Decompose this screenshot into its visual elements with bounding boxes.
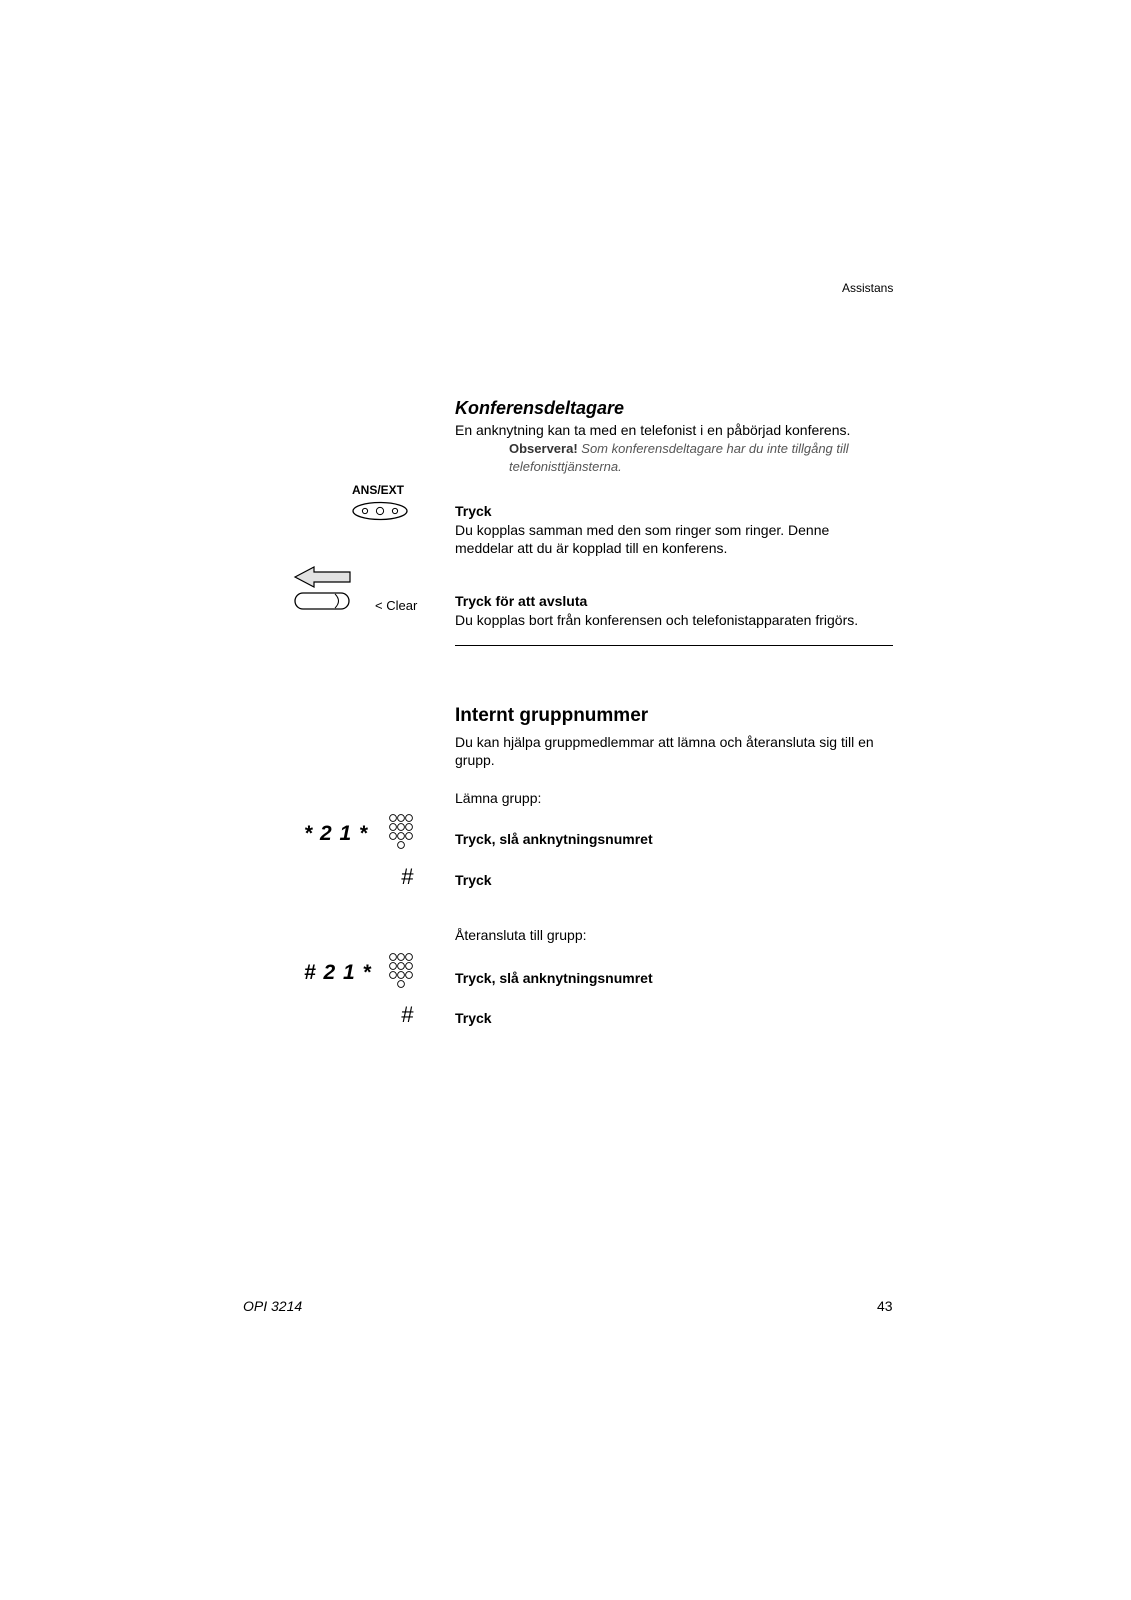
rejoin-step-tryck: Tryck: [455, 1010, 492, 1026]
step-tryck-clear-text: Du kopplas bort från konferensen och telefonistapparaten frigörs.: [455, 612, 859, 628]
step-tryck-ans: Tryck: [455, 503, 492, 519]
ans-ext-label: ANS/EXT: [352, 483, 405, 497]
note-block: [509, 440, 894, 476]
keypad-icon: [387, 952, 419, 996]
running-header: Assistans: [842, 281, 894, 295]
step-tryck-clear: Tryck för att avsluta: [455, 593, 588, 609]
conference-intro: En anknytning kan ta med en telefonist i en påbörjad konferens.: [455, 422, 851, 438]
leave-group-label: Lämna grupp:: [455, 790, 542, 806]
keypad-icon: [387, 813, 419, 857]
clear-key-icon: [293, 590, 353, 612]
note-text: Som konferensdeltagare har du inte tillgång till telefonisttjänsterna.: [509, 441, 849, 474]
rejoin-group-label: Återansluta till grupp:: [455, 927, 587, 943]
group-intro: Du kan hjälpa gruppmedlemmar att lämna och återansluta sig till en grupp.: [455, 734, 874, 768]
leave-step-tryck: Tryck: [455, 872, 492, 888]
footer-page-number: 43: [877, 1298, 893, 1314]
clear-key-label: < Clear: [375, 598, 418, 613]
ans-ext-key-icon: [350, 500, 410, 522]
section-title-group: Internt gruppnummer: [455, 705, 649, 726]
note-label: Observera!: [509, 441, 578, 456]
rejoin-code: # 2 1 *: [304, 961, 372, 984]
leave-step-dial: Tryck, slå anknytningsnumret: [455, 831, 653, 847]
arrow-left-icon: [293, 565, 353, 589]
hash-key: #: [401, 864, 414, 889]
section-divider: [455, 645, 893, 646]
hash-key: #: [401, 1002, 414, 1027]
footer-model: OPI 3214: [243, 1298, 303, 1314]
rejoin-step-dial: Tryck, slå anknytningsnumret: [455, 970, 653, 986]
step-tryck-ans-text: Du kopplas samman med den som ringer som ringer. Denne meddelar att du är kopplad till en konferens.: [455, 522, 830, 556]
leave-code: * 2 1 *: [304, 822, 369, 845]
section-title-conference: Konferensdeltagare: [455, 398, 625, 418]
